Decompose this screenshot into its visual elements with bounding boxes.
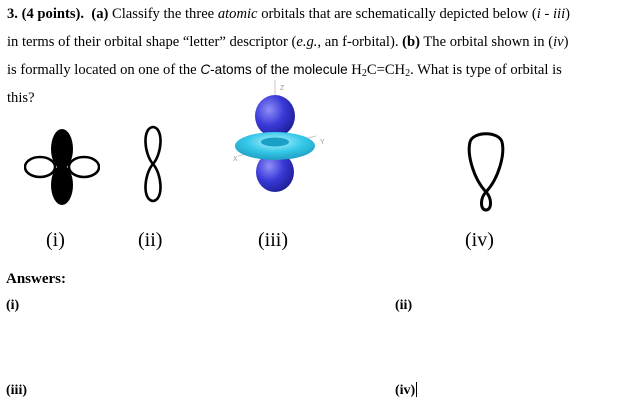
text-segment: orbitals that are schematically depicted below ( (257, 6, 537, 22)
orbital-ii-lobes (145, 127, 160, 201)
axis-label-y: Y (320, 139, 325, 146)
text-segment: ) (565, 6, 571, 22)
text-segment: -atoms of the molecule (210, 62, 348, 77)
lobe-bottom (145, 164, 160, 201)
torus-hole (261, 138, 289, 147)
text-segment: H (347, 62, 362, 78)
text-segment: this? (7, 90, 35, 106)
part-b-label: (b) (402, 34, 420, 50)
lobe-left (25, 157, 55, 177)
nucleus (60, 165, 64, 169)
subscript: 2 (405, 68, 411, 79)
text-segment: The orbital shown in ( (419, 34, 554, 50)
eg-emphasis: e.g. (296, 34, 318, 50)
lobe-large (469, 134, 503, 192)
figure-label-iv: (iv) (465, 229, 494, 251)
text-segment: , an f-orbital). (317, 34, 403, 50)
subscript: 2 (361, 68, 367, 79)
answer-label-ii: (ii) (395, 298, 413, 313)
lobe-small (482, 192, 491, 210)
text-segment: is formally located on one of the (7, 62, 201, 78)
text-segment: ) (563, 34, 569, 50)
orbital-iv-hybrid-shape (466, 128, 506, 214)
orbital-ii-p-shape (136, 124, 170, 204)
lobe-right (69, 157, 99, 177)
text-segment: Classify the three (108, 6, 218, 22)
text-segment: in terms of their orbital shape “letter” descriptor ( (7, 34, 297, 50)
molecule-formula (348, 62, 410, 78)
text-segment: C=CH (366, 62, 406, 78)
question-number: 3. (7, 6, 18, 22)
range-emphasis: i - iii (536, 6, 566, 22)
orbital-iii-dz2-shape (224, 78, 336, 196)
iv-emphasis: iv (553, 34, 564, 50)
answers-heading: Answers: (6, 271, 66, 287)
text-cursor (416, 382, 417, 397)
atomic-emphasis: atomic (217, 6, 258, 22)
question-line-1 (7, 5, 570, 23)
c-atom-emphasis: C (200, 62, 211, 77)
part-a-label: (a) (91, 6, 109, 22)
answer-label-i: (i) (6, 298, 20, 313)
question-line-4 (7, 89, 35, 107)
question-line-2 (7, 33, 568, 51)
figure-label-i: (i) (46, 229, 65, 251)
answer-label-iv-field[interactable] (395, 382, 417, 400)
figure-label-iii: (iii) (258, 229, 288, 251)
answer-label-iv: (iv) (395, 383, 416, 398)
question-points: (4 points). (21, 6, 85, 22)
lobe-top (145, 127, 160, 164)
lobe-top (255, 95, 295, 137)
answer-label-iii: (iii) (6, 383, 27, 398)
text-segment: . What is type of orbital is (410, 62, 562, 78)
figure-label-ii: (ii) (138, 229, 163, 251)
orbital-iv-lobes (469, 134, 503, 210)
axis-label-z: Z (280, 85, 285, 92)
axis-label-x: X (233, 156, 238, 163)
orbital-i-d-shape (24, 127, 100, 207)
